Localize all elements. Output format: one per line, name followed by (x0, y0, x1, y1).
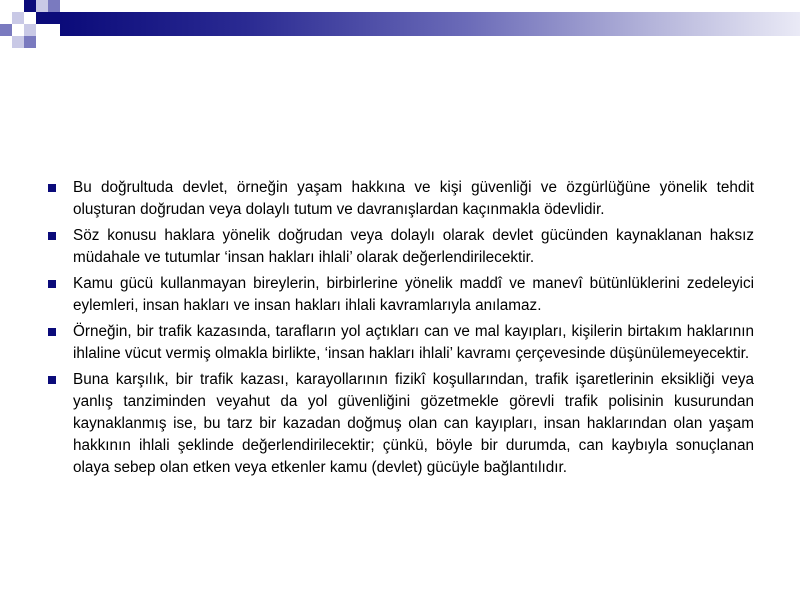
square-bullet-icon (48, 232, 56, 240)
square-bullet-icon (48, 184, 56, 192)
header-square (36, 12, 60, 24)
bullet-text: Söz konusu haklara yönelik doğrudan veya dolaylı olarak devlet gücünden kaynaklanan haksız müdahale ve tutumlar ‘insan hakları ihlali’ olarak değerlendirilecektir. (73, 227, 754, 266)
bullet-text: Örneğin, bir trafik kazasında, tarafların yol açtıkları can ve mal kayıpları, kişilerin birtakım haklarının ihlaline vücut vermiş olmakla birlikte, ‘insan hakları ihlali’ kavramı çerçevesinde düşünülemeyecektir. (73, 323, 754, 362)
header-square (12, 12, 24, 24)
bullet-item (48, 321, 754, 365)
square-bullet-icon (48, 328, 56, 336)
bullet-item (48, 273, 754, 317)
header-square (24, 36, 36, 48)
bullet-text: Kamu gücü kullanmayan bireylerin, birbirlerine yönelik maddî ve manevî bütünlüklerini zedeleyici eylemleri, insan hakları ve insan hakları ihlali kavramlarıyla anılamaz. (73, 275, 754, 314)
header-square (0, 24, 12, 36)
slide-body (48, 177, 754, 483)
bullet-item (48, 225, 754, 269)
square-bullet-icon (48, 376, 56, 384)
header-gradient-band (60, 12, 800, 36)
header-square (36, 0, 48, 12)
bullet-item (48, 177, 754, 221)
header-square (48, 0, 60, 12)
header-square (24, 0, 36, 12)
bullet-text: Buna karşılık, bir trafik kazası, karayollarının fizikî koşullarından, trafik işaretlerinin eksikliği veya yanlış tanziminden veyahut da yol güvenliğini gözetmekle görevli trafik polisinin kusurundan kaynaklanmış ise, bu tarz bir kazadan doğmuş olan can kayıpları, insan haklarından olan yaşam hakkının ihlali şeklinde değerlendirilecektir; çünkü, böyle bir durumda, can kaybıyla sonuçlanan olaya sebep olan etken veya etkenler kamu (devlet) gücüyle bağlantılıdır. (73, 371, 754, 476)
bullet-item (48, 369, 754, 479)
square-bullet-icon (48, 280, 56, 288)
bullet-text: Bu doğrultuda devlet, örneğin yaşam hakkına ve kişi güvenliği ve özgürlüğüne yönelik tehdit oluşturan doğrudan veya dolaylı tutum ve davranışlardan kaçınmakla ödevlidir. (73, 179, 754, 218)
header-square (12, 36, 24, 48)
header-square (24, 24, 36, 36)
